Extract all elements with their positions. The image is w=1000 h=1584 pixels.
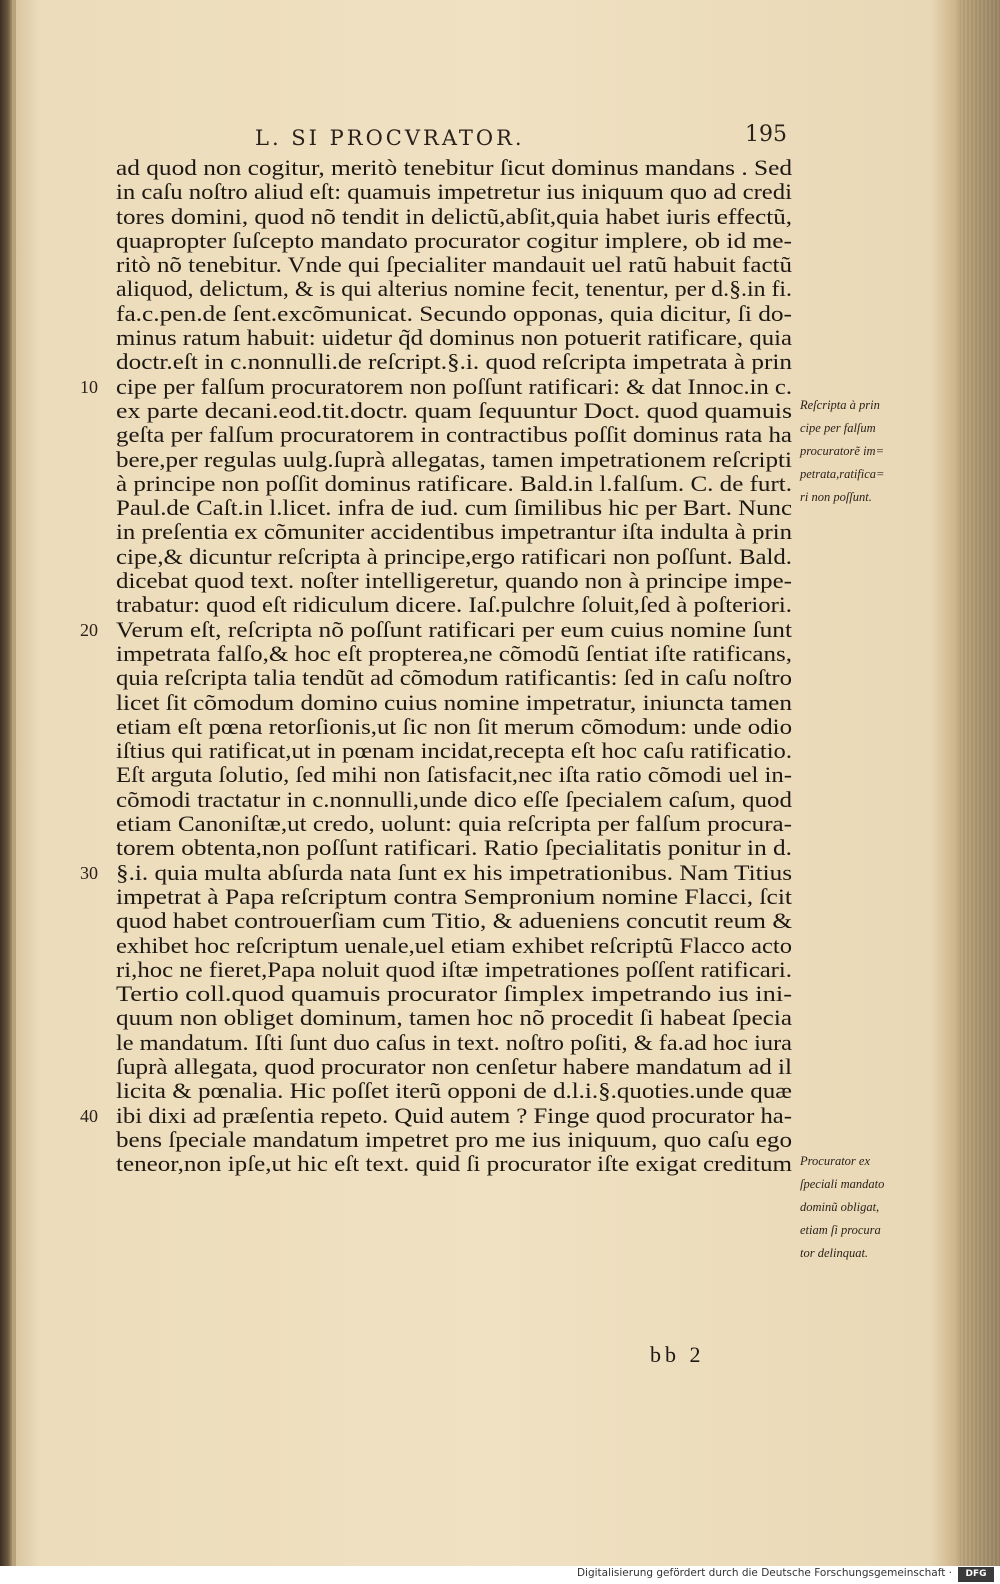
text-line-content: le mandatum. Iſti ſunt duo caſus in text. noſtro poſiti, & fa.ad hoc iura — [116, 1029, 792, 1055]
text-line — [116, 1031, 796, 1055]
text-line-content: impetrata falſo,& hoc eſt propterea,ne cõmodũ ſentiat iſte ratificans, — [116, 640, 792, 666]
margin-note-line: Reſcripta à prin — [800, 398, 880, 412]
text-line — [116, 934, 796, 958]
text-line — [116, 569, 796, 593]
text-line-content: aliquod, delictum, & is qui alterius nomine fecit, tenentur, per d.§.in fi. — [116, 276, 792, 302]
text-line — [116, 666, 796, 690]
margin-note-line: ſpeciali mandato — [800, 1177, 885, 1191]
text-line — [116, 545, 796, 569]
text-line — [116, 423, 796, 447]
margin-note-line: petrata,ratifica= — [800, 467, 885, 481]
text-line-content: quum non obliget dominum, tamen hoc nõ procedit ſi habeat ſpecia — [116, 1005, 792, 1031]
margin-note-line: Procurator ex — [800, 1154, 871, 1168]
text-line — [116, 958, 796, 982]
text-line — [116, 350, 796, 374]
margin-note-line: ri non poſſunt. — [800, 490, 872, 504]
text-line — [80, 373, 796, 399]
text-line-content: bere,per regulas uulg.ſuprà allegatas, tamen impetrationem reſcripti — [116, 446, 792, 472]
running-head: L. SI PROCVRATOR. — [255, 126, 525, 150]
margin-note-line: procuratorẽ im= — [800, 444, 885, 458]
text-line — [116, 229, 796, 253]
text-line-content: iſtius qui ratificat,ut in pœnam incidat,recepta eſt hoc caſu ratificatio. — [116, 738, 792, 764]
text-line — [116, 253, 796, 277]
text-line-content: quia reſcripta talia tendũt ad cõmodum ratificantis: ſed in caſu noſtro — [116, 665, 792, 691]
line-number: 20 — [80, 619, 98, 640]
text-line-content: ad quod non cogitur, meritò tenebitur ſicut dominus mandans . Sed — [116, 155, 792, 180]
page-edge — [12, 0, 16, 1566]
text-line — [116, 642, 796, 666]
text-line — [116, 156, 796, 180]
text-line-content: ritò nõ tenebitur. Vnde qui ſpecialiter mandauit uel ratũ habuit factũ — [116, 252, 792, 278]
text-line — [116, 812, 796, 836]
line-number: 30 — [80, 862, 98, 883]
text-line — [116, 593, 796, 617]
text-line-content: tores domini, quod nõ tendit in delictũ,abſit,quia habet iuris effectũ, — [116, 203, 792, 229]
text-line — [116, 909, 796, 933]
margin-note-procurator — [800, 1150, 910, 1265]
text-line-content: licita & pœnalia. Hic poſſet iterũ opponi de d.l.i.§.quoties.unde quæ — [116, 1078, 792, 1104]
text-line — [116, 326, 796, 350]
main-text-block — [80, 155, 796, 1177]
text-line — [116, 788, 796, 812]
text-line — [116, 1006, 796, 1030]
text-line — [116, 836, 796, 860]
text-line-content: licet ſit cõmodum domino cuius nomine impetratur, iniuncta tamen — [116, 689, 792, 715]
text-line-content: §.i. quia multa abſurda nata ſunt ex his impetrationibus. Nam Titius — [116, 859, 792, 885]
text-line-content: bens ſpeciale mandatum impetret pro me ius iniquum, quo caſu ego — [116, 1126, 792, 1152]
folio-number: 195 — [745, 122, 787, 147]
text-line — [116, 885, 796, 909]
margin-note-line: etiam ſi procura — [800, 1223, 881, 1237]
text-line — [116, 691, 796, 715]
text-line — [116, 982, 796, 1006]
text-line — [116, 448, 796, 472]
text-line — [116, 715, 796, 739]
text-line-content: ex parte decani.eod.tit.doctr. quam ſequuntur Doct. quod quamuis — [116, 397, 792, 423]
text-line-content: exhibet hoc reſcriptum uenale,uel etiam exhibet reſcriptũ Flacco acto — [116, 932, 792, 958]
text-line — [116, 1152, 796, 1176]
text-line — [116, 472, 796, 496]
text-line-content: torem obtenta,non poſſunt ratificari. Ratio ſpecialitatis ponitur in d. — [116, 835, 792, 861]
text-line — [116, 739, 796, 763]
text-line-content: ſuprà allegata, quod procurator non cenſetur habere mandatum ad il — [116, 1053, 792, 1079]
text-line — [116, 277, 796, 301]
text-line — [116, 496, 796, 520]
dfg-logo: DFG — [958, 1567, 994, 1582]
text-line-content: impetrat à Papa reſcriptum contra Sempronium nomine Flacci, ſcit — [116, 883, 792, 909]
text-line — [116, 520, 796, 544]
text-line-content: etiam Canoniſtæ,ut credo, uolunt: quia reſcripta per falſum procura- — [116, 811, 792, 837]
text-line-content: à principe non poſſit dominus ratificare. Bald.in l.falſum. C. de furt. — [116, 470, 792, 496]
text-line-content: ri,hoc ne fieret,Papa noluit quod iſtæ impetrationes poſſent ratificari. — [116, 956, 792, 982]
margin-note-line: dominũ obligat, — [800, 1200, 880, 1214]
text-line-content: geſta per falſum procuratorem in contractibus poſſit dominus rata ha — [116, 422, 792, 448]
text-line-content: quod habet controuerſiam cum Titio, & aduenіens concutit reum & — [116, 908, 792, 934]
text-line — [116, 399, 796, 423]
text-line-content: dicebat quod text. noſter intelligeretur, quando non à principe impe- — [116, 568, 793, 594]
text-line-content: Eſt arguta ſolutio, ſed mihi non ſatisfacit,nec iſta ratio cõmodi uel in- — [116, 762, 792, 788]
text-line-content: in caſu noſtro aliud eſt: quamuis impetretur ius iniquum quo ad credi — [116, 179, 792, 205]
text-line-content: cipe per falſum procuratorem non poſſunt ratificari: & dat Innoc.in c. — [116, 373, 792, 399]
text-line-content: Paul.de Caſt.in l.licet. infra de iud. cum ſimilibus hic per Bart. Nunc — [116, 495, 792, 521]
text-line — [116, 180, 796, 204]
text-line-content: teneor,non ipſe,ut hic eſt text. quid ſi procurator iſte exigat creditum — [116, 1151, 792, 1177]
text-line — [116, 763, 796, 787]
text-line — [80, 859, 796, 885]
text-line — [80, 616, 796, 642]
text-line — [80, 1102, 796, 1128]
text-line — [116, 1079, 796, 1103]
text-line — [116, 1128, 796, 1152]
page-header — [255, 122, 795, 154]
text-line-content: in preſentia ex cõmuniter accidentibus impetrantur iſta indulta à prin — [116, 519, 793, 545]
margin-note-rescripta — [800, 394, 910, 509]
text-line-content: fa.c.pen.de ſent.excõmunicat. Secundo opponas, quia dicitur, ſi do- — [116, 300, 792, 326]
text-line — [116, 302, 796, 326]
text-line-content: Tertio coll.quod quamuis procurator ſimplex impetrando ius ini- — [116, 981, 792, 1007]
text-line-content: cõmodi tractatur in c.nonnulli,unde dico eſſe ſpecialem caſum, quod — [116, 786, 792, 812]
text-line-content: ibi dixi ad præſentia repeto. Quid autem ? Finge quod procurator ha- — [116, 1102, 792, 1128]
text-line — [116, 205, 796, 229]
signature-mark: bb 2 — [650, 1342, 705, 1367]
text-line-content: Verum eſt, reſcripta nõ poſſunt ratificari per eum cuius nomine ſunt — [116, 616, 792, 642]
text-line — [116, 1055, 796, 1079]
text-line-content: minus ratum habuit: uidetur q̃d dominus non potuerit ratificare, quia — [116, 325, 792, 351]
margin-note-line: cipe per falſum — [800, 421, 876, 435]
text-line-content: cipe,& dicuntur reſcripta à principe,ergo ratificari non poſſunt. Bald. — [116, 543, 792, 569]
text-line-content: trabatur: quod eſt ridiculum dicere. Iaſ.pulchre ſoluit,ſed à poſteriori. — [116, 592, 792, 618]
text-line-content: doctr.eſt in c.nonnulli.de reſcript.§.i. quod reſcripta impetrata à prin — [116, 349, 792, 375]
line-number: 10 — [80, 376, 98, 397]
text-line-content: quapropter ſuſcepto mandato procurator cogitur implere, ob id me- — [116, 227, 792, 253]
line-number: 40 — [80, 1105, 98, 1126]
margin-note-line: tor delinquat. — [800, 1246, 869, 1260]
text-line-content: etiam eſt pœna retorſionis,ut ſic non ſit merum cõmodum: unde odio — [116, 713, 792, 739]
page-stack-edge — [960, 0, 1000, 1566]
footer-credit: Digitalisierung gefördert durch die Deutsche Forschungsgemeinschaft · — [576, 1567, 952, 1579]
